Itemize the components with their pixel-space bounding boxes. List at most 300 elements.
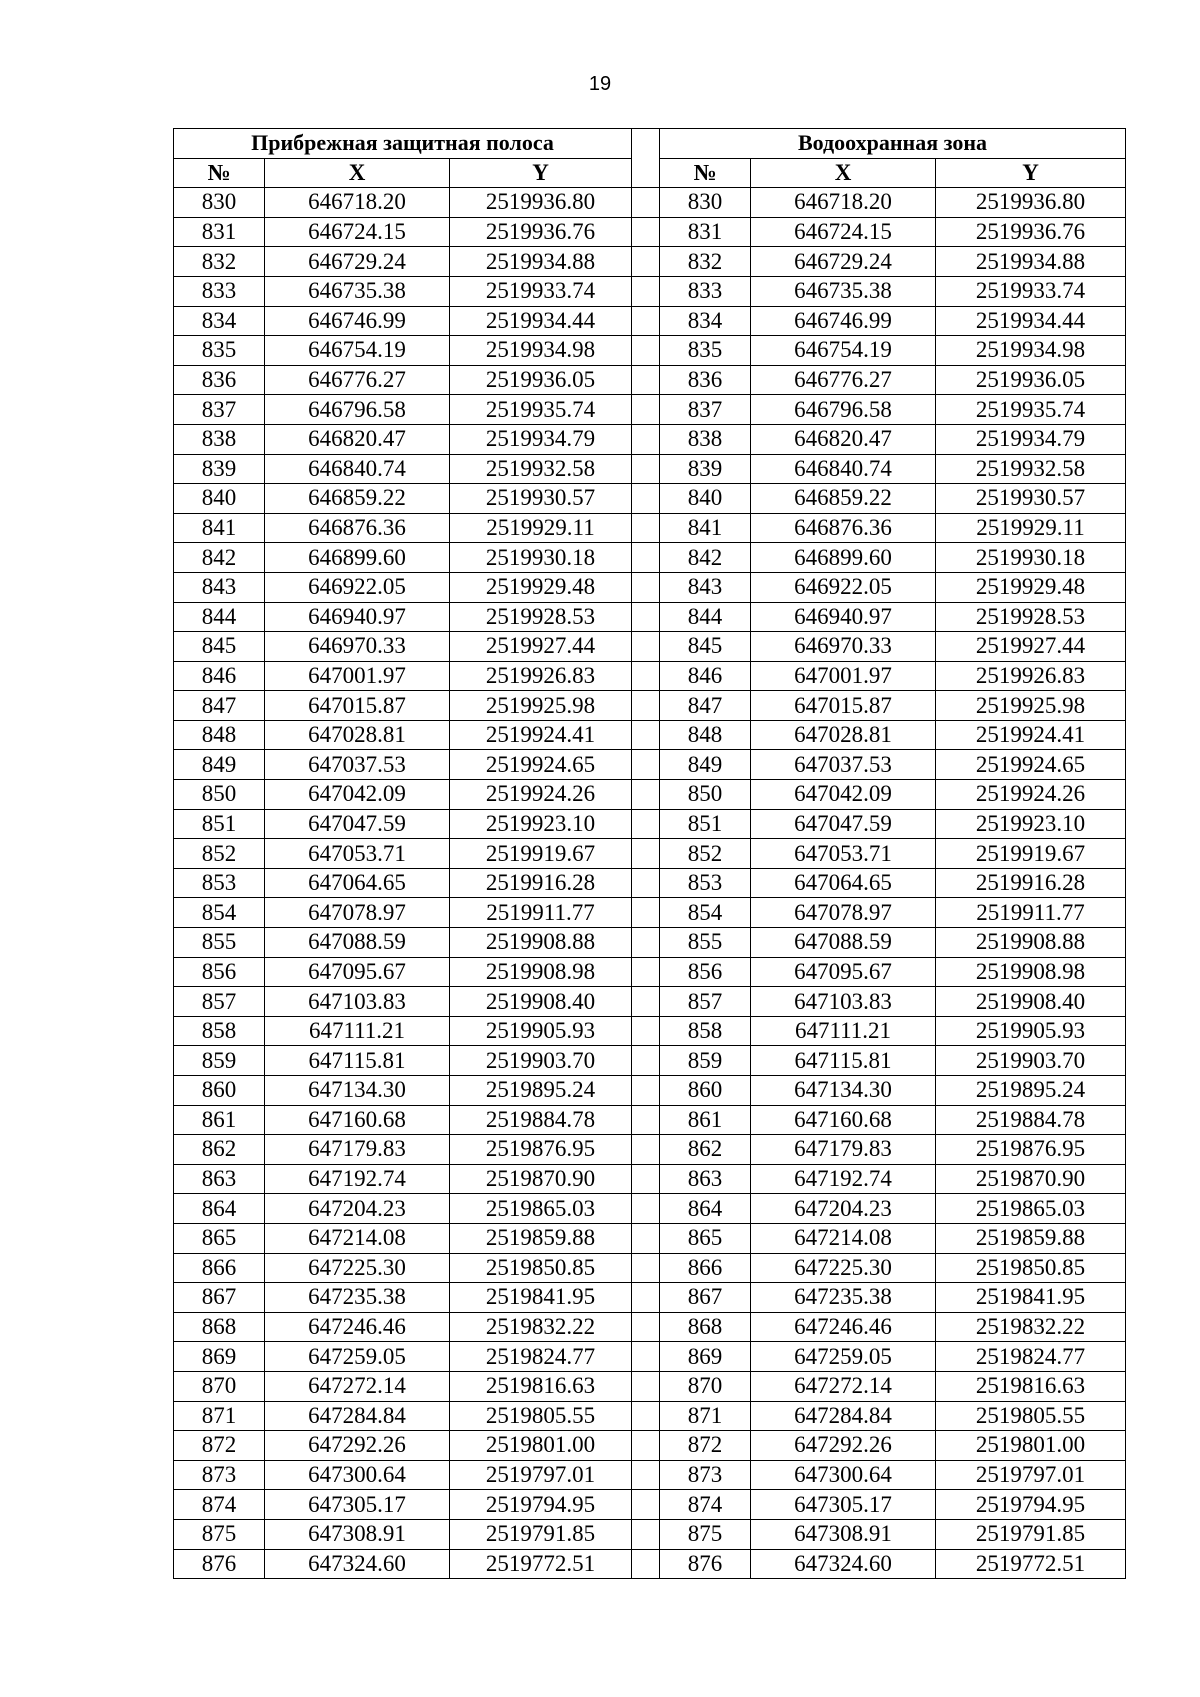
table-gap-cell	[632, 1549, 660, 1579]
left-y-coordinate-cell: 2519841.95	[450, 1283, 632, 1313]
left-y-coordinate-cell: 2519805.55	[450, 1401, 632, 1431]
left-point-number-cell: 843	[174, 572, 265, 602]
right-point-number-cell: 849	[660, 750, 751, 780]
table-gap-cell	[632, 750, 660, 780]
right-point-number-cell: 844	[660, 602, 751, 632]
left-y-coordinate-cell: 2519926.83	[450, 661, 632, 691]
table-gap-cell	[632, 691, 660, 721]
left-x-coordinate-cell: 647160.68	[265, 1105, 450, 1135]
right-x-coordinate-cell: 646859.22	[751, 484, 936, 514]
right-y-coordinate-cell: 2519797.01	[936, 1460, 1126, 1490]
right-y-coordinate-cell: 2519930.57	[936, 484, 1126, 514]
left-x-coordinate-cell: 646729.24	[265, 247, 450, 277]
left-col-number-header: №	[174, 158, 265, 188]
left-x-coordinate-cell: 647259.05	[265, 1342, 450, 1372]
left-y-coordinate-cell: 2519927.44	[450, 632, 632, 662]
left-point-number-cell: 835	[174, 336, 265, 366]
left-x-coordinate-cell: 647053.71	[265, 839, 450, 869]
right-point-number-cell: 835	[660, 336, 751, 366]
left-point-number-cell: 851	[174, 809, 265, 839]
right-y-coordinate-cell: 2519865.03	[936, 1194, 1126, 1224]
table-gap-cell	[632, 1105, 660, 1135]
right-x-coordinate-cell: 647160.68	[751, 1105, 936, 1135]
table-row	[174, 484, 1126, 514]
right-y-coordinate-cell: 2519928.53	[936, 602, 1126, 632]
right-point-number-cell: 839	[660, 454, 751, 484]
table-row	[174, 454, 1126, 484]
table-gap-cell	[632, 809, 660, 839]
left-y-coordinate-cell: 2519816.63	[450, 1371, 632, 1401]
right-y-coordinate-cell: 2519925.98	[936, 691, 1126, 721]
table-gap-cell	[632, 1371, 660, 1401]
right-x-coordinate-cell: 647324.60	[751, 1549, 936, 1579]
right-col-y-header: Y	[936, 158, 1126, 188]
left-point-number-cell: 869	[174, 1342, 265, 1372]
left-y-coordinate-cell: 2519934.88	[450, 247, 632, 277]
left-point-number-cell: 872	[174, 1431, 265, 1461]
left-point-number-cell: 831	[174, 217, 265, 247]
left-point-number-cell: 850	[174, 780, 265, 810]
table-row	[174, 1490, 1126, 1520]
right-y-coordinate-cell: 2519794.95	[936, 1490, 1126, 1520]
left-x-coordinate-cell: 646820.47	[265, 424, 450, 454]
left-x-coordinate-cell: 646940.97	[265, 602, 450, 632]
left-y-coordinate-cell: 2519859.88	[450, 1223, 632, 1253]
left-point-number-cell: 865	[174, 1223, 265, 1253]
table-gap-cell	[632, 1490, 660, 1520]
right-point-number-cell: 850	[660, 780, 751, 810]
right-point-number-cell: 831	[660, 217, 751, 247]
right-x-coordinate-cell: 646820.47	[751, 424, 936, 454]
table-gap-cell	[632, 1312, 660, 1342]
right-y-coordinate-cell: 2519884.78	[936, 1105, 1126, 1135]
table-row	[174, 365, 1126, 395]
table-row	[174, 1460, 1126, 1490]
left-x-coordinate-cell: 646796.58	[265, 395, 450, 425]
table-row	[174, 513, 1126, 543]
table-row	[174, 1164, 1126, 1194]
right-y-coordinate-cell: 2519841.95	[936, 1283, 1126, 1313]
right-y-coordinate-cell: 2519903.70	[936, 1046, 1126, 1076]
left-y-coordinate-cell: 2519772.51	[450, 1549, 632, 1579]
right-point-number-cell: 870	[660, 1371, 751, 1401]
left-point-number-cell: 854	[174, 898, 265, 928]
table-gap-cell	[632, 957, 660, 987]
left-y-coordinate-cell: 2519884.78	[450, 1105, 632, 1135]
left-x-coordinate-cell: 646718.20	[265, 188, 450, 218]
right-point-number-cell: 853	[660, 868, 751, 898]
right-point-number-cell: 876	[660, 1549, 751, 1579]
table-row	[174, 632, 1126, 662]
left-y-coordinate-cell: 2519791.85	[450, 1519, 632, 1549]
table-row	[174, 276, 1126, 306]
left-x-coordinate-cell: 646922.05	[265, 572, 450, 602]
table-gap-cell	[632, 188, 660, 218]
right-y-coordinate-cell: 2519859.88	[936, 1223, 1126, 1253]
left-point-number-cell: 866	[174, 1253, 265, 1283]
table-gap-cell	[632, 780, 660, 810]
left-point-number-cell: 845	[174, 632, 265, 662]
right-x-coordinate-cell: 646746.99	[751, 306, 936, 336]
right-col-x-header: X	[751, 158, 936, 188]
right-x-coordinate-cell: 647305.17	[751, 1490, 936, 1520]
table-row	[174, 217, 1126, 247]
left-y-coordinate-cell: 2519911.77	[450, 898, 632, 928]
table-gap-cell	[632, 365, 660, 395]
right-point-number-cell: 863	[660, 1164, 751, 1194]
table-gap-cell	[632, 1046, 660, 1076]
left-y-coordinate-cell: 2519935.74	[450, 395, 632, 425]
table-row	[174, 661, 1126, 691]
left-x-coordinate-cell: 647272.14	[265, 1371, 450, 1401]
left-point-number-cell: 844	[174, 602, 265, 632]
right-x-coordinate-cell: 647037.53	[751, 750, 936, 780]
right-x-coordinate-cell: 646718.20	[751, 188, 936, 218]
right-y-coordinate-cell: 2519908.40	[936, 987, 1126, 1017]
left-x-coordinate-cell: 646754.19	[265, 336, 450, 366]
table-row	[174, 1312, 1126, 1342]
left-x-coordinate-cell: 646735.38	[265, 276, 450, 306]
table-gap-cell	[632, 1283, 660, 1313]
right-x-coordinate-cell: 646796.58	[751, 395, 936, 425]
table-row	[174, 543, 1126, 573]
right-point-number-cell: 830	[660, 188, 751, 218]
left-point-number-cell: 867	[174, 1283, 265, 1313]
table-row	[174, 868, 1126, 898]
right-point-number-cell: 874	[660, 1490, 751, 1520]
table-row	[174, 1135, 1126, 1165]
left-x-coordinate-cell: 647028.81	[265, 720, 450, 750]
right-point-number-cell: 845	[660, 632, 751, 662]
left-y-coordinate-cell: 2519928.53	[450, 602, 632, 632]
table-row	[174, 928, 1126, 958]
right-point-number-cell: 867	[660, 1283, 751, 1313]
right-y-coordinate-cell: 2519916.28	[936, 868, 1126, 898]
right-x-coordinate-cell: 647134.30	[751, 1076, 936, 1106]
table-gap-cell	[632, 484, 660, 514]
table-gap-cell	[632, 424, 660, 454]
left-point-number-cell: 840	[174, 484, 265, 514]
right-y-coordinate-cell: 2519926.83	[936, 661, 1126, 691]
left-x-coordinate-cell: 647235.38	[265, 1283, 450, 1313]
table-row	[174, 247, 1126, 277]
left-x-coordinate-cell: 646859.22	[265, 484, 450, 514]
left-y-coordinate-cell: 2519794.95	[450, 1490, 632, 1520]
left-y-coordinate-cell: 2519930.18	[450, 543, 632, 573]
table-row	[174, 1016, 1126, 1046]
table-gap-cell	[632, 1519, 660, 1549]
right-y-coordinate-cell: 2519911.77	[936, 898, 1126, 928]
left-x-coordinate-cell: 647095.67	[265, 957, 450, 987]
right-x-coordinate-cell: 647028.81	[751, 720, 936, 750]
right-x-coordinate-cell: 647308.91	[751, 1519, 936, 1549]
left-point-number-cell: 852	[174, 839, 265, 869]
left-x-coordinate-cell: 646970.33	[265, 632, 450, 662]
table-gap-cell	[632, 898, 660, 928]
table-gap-cell	[632, 632, 660, 662]
right-point-number-cell: 861	[660, 1105, 751, 1135]
table-gap	[632, 129, 660, 188]
table-gap-cell	[632, 454, 660, 484]
right-point-number-cell: 848	[660, 720, 751, 750]
table-gap-cell	[632, 1194, 660, 1224]
table-gap-cell	[632, 336, 660, 366]
table-row	[174, 957, 1126, 987]
left-group-title: Прибрежная защитная полоса	[174, 129, 632, 159]
left-y-coordinate-cell: 2519850.85	[450, 1253, 632, 1283]
right-y-coordinate-cell: 2519870.90	[936, 1164, 1126, 1194]
table-row	[174, 572, 1126, 602]
left-x-coordinate-cell: 647179.83	[265, 1135, 450, 1165]
right-point-number-cell: 875	[660, 1519, 751, 1549]
left-col-y-header: Y	[450, 158, 632, 188]
table-row	[174, 1076, 1126, 1106]
right-point-number-cell: 847	[660, 691, 751, 721]
right-x-coordinate-cell: 647095.67	[751, 957, 936, 987]
left-x-coordinate-cell: 647284.84	[265, 1401, 450, 1431]
left-y-coordinate-cell: 2519929.48	[450, 572, 632, 602]
table-gap-cell	[632, 395, 660, 425]
table-row	[174, 424, 1126, 454]
right-x-coordinate-cell: 647235.38	[751, 1283, 936, 1313]
left-x-coordinate-cell: 646899.60	[265, 543, 450, 573]
right-group-title: Водоохранная зона	[660, 129, 1126, 159]
left-x-coordinate-cell: 647214.08	[265, 1223, 450, 1253]
left-point-number-cell: 863	[174, 1164, 265, 1194]
left-point-number-cell: 870	[174, 1371, 265, 1401]
right-y-coordinate-cell: 2519930.18	[936, 543, 1126, 573]
right-x-coordinate-cell: 646776.27	[751, 365, 936, 395]
table-gap-cell	[632, 1401, 660, 1431]
left-x-coordinate-cell: 647192.74	[265, 1164, 450, 1194]
right-point-number-cell: 834	[660, 306, 751, 336]
left-point-number-cell: 846	[174, 661, 265, 691]
left-point-number-cell: 873	[174, 1460, 265, 1490]
right-x-coordinate-cell: 647225.30	[751, 1253, 936, 1283]
right-x-coordinate-cell: 647015.87	[751, 691, 936, 721]
table-row	[174, 987, 1126, 1017]
right-x-coordinate-cell: 647292.26	[751, 1431, 936, 1461]
table-gap-cell	[632, 543, 660, 573]
right-point-number-cell: 858	[660, 1016, 751, 1046]
right-y-coordinate-cell: 2519832.22	[936, 1312, 1126, 1342]
right-y-coordinate-cell: 2519924.65	[936, 750, 1126, 780]
table-gap-cell	[632, 1223, 660, 1253]
right-x-coordinate-cell: 647192.74	[751, 1164, 936, 1194]
left-y-coordinate-cell: 2519832.22	[450, 1312, 632, 1342]
right-point-number-cell: 873	[660, 1460, 751, 1490]
left-x-coordinate-cell: 646876.36	[265, 513, 450, 543]
right-point-number-cell: 843	[660, 572, 751, 602]
left-y-coordinate-cell: 2519924.41	[450, 720, 632, 750]
right-point-number-cell: 866	[660, 1253, 751, 1283]
left-y-coordinate-cell: 2519930.57	[450, 484, 632, 514]
left-y-coordinate-cell: 2519925.98	[450, 691, 632, 721]
right-x-coordinate-cell: 646729.24	[751, 247, 936, 277]
left-x-coordinate-cell: 647305.17	[265, 1490, 450, 1520]
left-x-coordinate-cell: 646724.15	[265, 217, 450, 247]
table-row	[174, 1046, 1126, 1076]
left-y-coordinate-cell: 2519824.77	[450, 1342, 632, 1372]
right-y-coordinate-cell: 2519908.88	[936, 928, 1126, 958]
table-row	[174, 1371, 1126, 1401]
left-point-number-cell: 874	[174, 1490, 265, 1520]
right-y-coordinate-cell: 2519936.05	[936, 365, 1126, 395]
right-x-coordinate-cell: 647088.59	[751, 928, 936, 958]
left-y-coordinate-cell: 2519916.28	[450, 868, 632, 898]
table-row	[174, 1105, 1126, 1135]
right-x-coordinate-cell: 647179.83	[751, 1135, 936, 1165]
right-x-coordinate-cell: 647047.59	[751, 809, 936, 839]
table-row	[174, 898, 1126, 928]
right-y-coordinate-cell: 2519935.74	[936, 395, 1126, 425]
left-y-coordinate-cell: 2519936.80	[450, 188, 632, 218]
right-x-coordinate-cell: 646922.05	[751, 572, 936, 602]
right-point-number-cell: 838	[660, 424, 751, 454]
right-point-number-cell: 846	[660, 661, 751, 691]
left-point-number-cell: 875	[174, 1519, 265, 1549]
right-x-coordinate-cell: 647272.14	[751, 1371, 936, 1401]
left-y-coordinate-cell: 2519936.76	[450, 217, 632, 247]
table-gap-cell	[632, 1253, 660, 1283]
left-y-coordinate-cell: 2519934.79	[450, 424, 632, 454]
right-x-coordinate-cell: 646876.36	[751, 513, 936, 543]
table-body	[174, 188, 1126, 1579]
right-x-coordinate-cell: 647042.09	[751, 780, 936, 810]
left-point-number-cell: 834	[174, 306, 265, 336]
left-x-coordinate-cell: 647115.81	[265, 1046, 450, 1076]
left-y-coordinate-cell: 2519923.10	[450, 809, 632, 839]
right-point-number-cell: 869	[660, 1342, 751, 1372]
right-y-coordinate-cell: 2519929.11	[936, 513, 1126, 543]
left-x-coordinate-cell: 647001.97	[265, 661, 450, 691]
right-y-coordinate-cell: 2519772.51	[936, 1549, 1126, 1579]
coordinates-table	[173, 128, 1126, 1579]
left-point-number-cell: 871	[174, 1401, 265, 1431]
right-point-number-cell: 865	[660, 1223, 751, 1253]
left-y-coordinate-cell: 2519932.58	[450, 454, 632, 484]
left-y-coordinate-cell: 2519903.70	[450, 1046, 632, 1076]
right-point-number-cell: 856	[660, 957, 751, 987]
right-point-number-cell: 841	[660, 513, 751, 543]
table-gap-cell	[632, 306, 660, 336]
right-x-coordinate-cell: 647103.83	[751, 987, 936, 1017]
right-point-number-cell: 859	[660, 1046, 751, 1076]
right-point-number-cell: 837	[660, 395, 751, 425]
table-row	[174, 1283, 1126, 1313]
table-row	[174, 602, 1126, 632]
left-x-coordinate-cell: 647015.87	[265, 691, 450, 721]
right-point-number-cell: 857	[660, 987, 751, 1017]
left-x-coordinate-cell: 647042.09	[265, 780, 450, 810]
right-point-number-cell: 864	[660, 1194, 751, 1224]
left-x-coordinate-cell: 647134.30	[265, 1076, 450, 1106]
right-col-number-header: №	[660, 158, 751, 188]
left-point-number-cell: 864	[174, 1194, 265, 1224]
left-x-coordinate-cell: 647204.23	[265, 1194, 450, 1224]
table-row	[174, 720, 1126, 750]
right-y-coordinate-cell: 2519824.77	[936, 1342, 1126, 1372]
table-gap-cell	[632, 1431, 660, 1461]
right-x-coordinate-cell: 646970.33	[751, 632, 936, 662]
left-x-coordinate-cell: 647037.53	[265, 750, 450, 780]
table-row	[174, 395, 1126, 425]
left-x-coordinate-cell: 647064.65	[265, 868, 450, 898]
right-y-coordinate-cell: 2519934.98	[936, 336, 1126, 366]
table-row	[174, 1223, 1126, 1253]
left-y-coordinate-cell: 2519934.98	[450, 336, 632, 366]
table-row	[174, 780, 1126, 810]
left-x-coordinate-cell: 647103.83	[265, 987, 450, 1017]
left-point-number-cell: 861	[174, 1105, 265, 1135]
right-x-coordinate-cell: 647001.97	[751, 661, 936, 691]
table-gap-cell	[632, 1016, 660, 1046]
right-y-coordinate-cell: 2519933.74	[936, 276, 1126, 306]
left-y-coordinate-cell: 2519908.98	[450, 957, 632, 987]
right-y-coordinate-cell: 2519927.44	[936, 632, 1126, 662]
table-gap-cell	[632, 720, 660, 750]
right-x-coordinate-cell: 647300.64	[751, 1460, 936, 1490]
left-point-number-cell: 839	[174, 454, 265, 484]
table-row	[174, 336, 1126, 366]
table-gap-cell	[632, 1076, 660, 1106]
left-x-coordinate-cell: 647225.30	[265, 1253, 450, 1283]
group-header-row	[174, 129, 1126, 159]
right-y-coordinate-cell: 2519924.41	[936, 720, 1126, 750]
right-x-coordinate-cell: 647064.65	[751, 868, 936, 898]
table-row	[174, 1431, 1126, 1461]
table-gap-cell	[632, 1342, 660, 1372]
left-point-number-cell: 841	[174, 513, 265, 543]
left-y-coordinate-cell: 2519895.24	[450, 1076, 632, 1106]
right-y-coordinate-cell: 2519932.58	[936, 454, 1126, 484]
right-y-coordinate-cell: 2519791.85	[936, 1519, 1126, 1549]
right-x-coordinate-cell: 647111.21	[751, 1016, 936, 1046]
left-point-number-cell: 876	[174, 1549, 265, 1579]
right-y-coordinate-cell: 2519929.48	[936, 572, 1126, 602]
left-point-number-cell: 848	[174, 720, 265, 750]
left-point-number-cell: 857	[174, 987, 265, 1017]
left-x-coordinate-cell: 647308.91	[265, 1519, 450, 1549]
right-x-coordinate-cell: 647214.08	[751, 1223, 936, 1253]
right-point-number-cell: 836	[660, 365, 751, 395]
right-point-number-cell: 860	[660, 1076, 751, 1106]
right-x-coordinate-cell: 647053.71	[751, 839, 936, 869]
table-gap-cell	[632, 217, 660, 247]
right-point-number-cell: 868	[660, 1312, 751, 1342]
left-y-coordinate-cell: 2519870.90	[450, 1164, 632, 1194]
left-y-coordinate-cell: 2519905.93	[450, 1016, 632, 1046]
right-point-number-cell: 862	[660, 1135, 751, 1165]
left-x-coordinate-cell: 647047.59	[265, 809, 450, 839]
table-row	[174, 750, 1126, 780]
right-x-coordinate-cell: 647115.81	[751, 1046, 936, 1076]
right-y-coordinate-cell: 2519934.44	[936, 306, 1126, 336]
table-gap-cell	[632, 1460, 660, 1490]
table-gap-cell	[632, 1164, 660, 1194]
left-point-number-cell: 838	[174, 424, 265, 454]
right-y-coordinate-cell: 2519805.55	[936, 1401, 1126, 1431]
left-point-number-cell: 832	[174, 247, 265, 277]
left-point-number-cell: 849	[174, 750, 265, 780]
table-gap-cell	[632, 247, 660, 277]
right-y-coordinate-cell: 2519816.63	[936, 1371, 1126, 1401]
right-point-number-cell: 871	[660, 1401, 751, 1431]
right-point-number-cell: 854	[660, 898, 751, 928]
right-y-coordinate-cell: 2519905.93	[936, 1016, 1126, 1046]
left-point-number-cell: 836	[174, 365, 265, 395]
table-row	[174, 809, 1126, 839]
